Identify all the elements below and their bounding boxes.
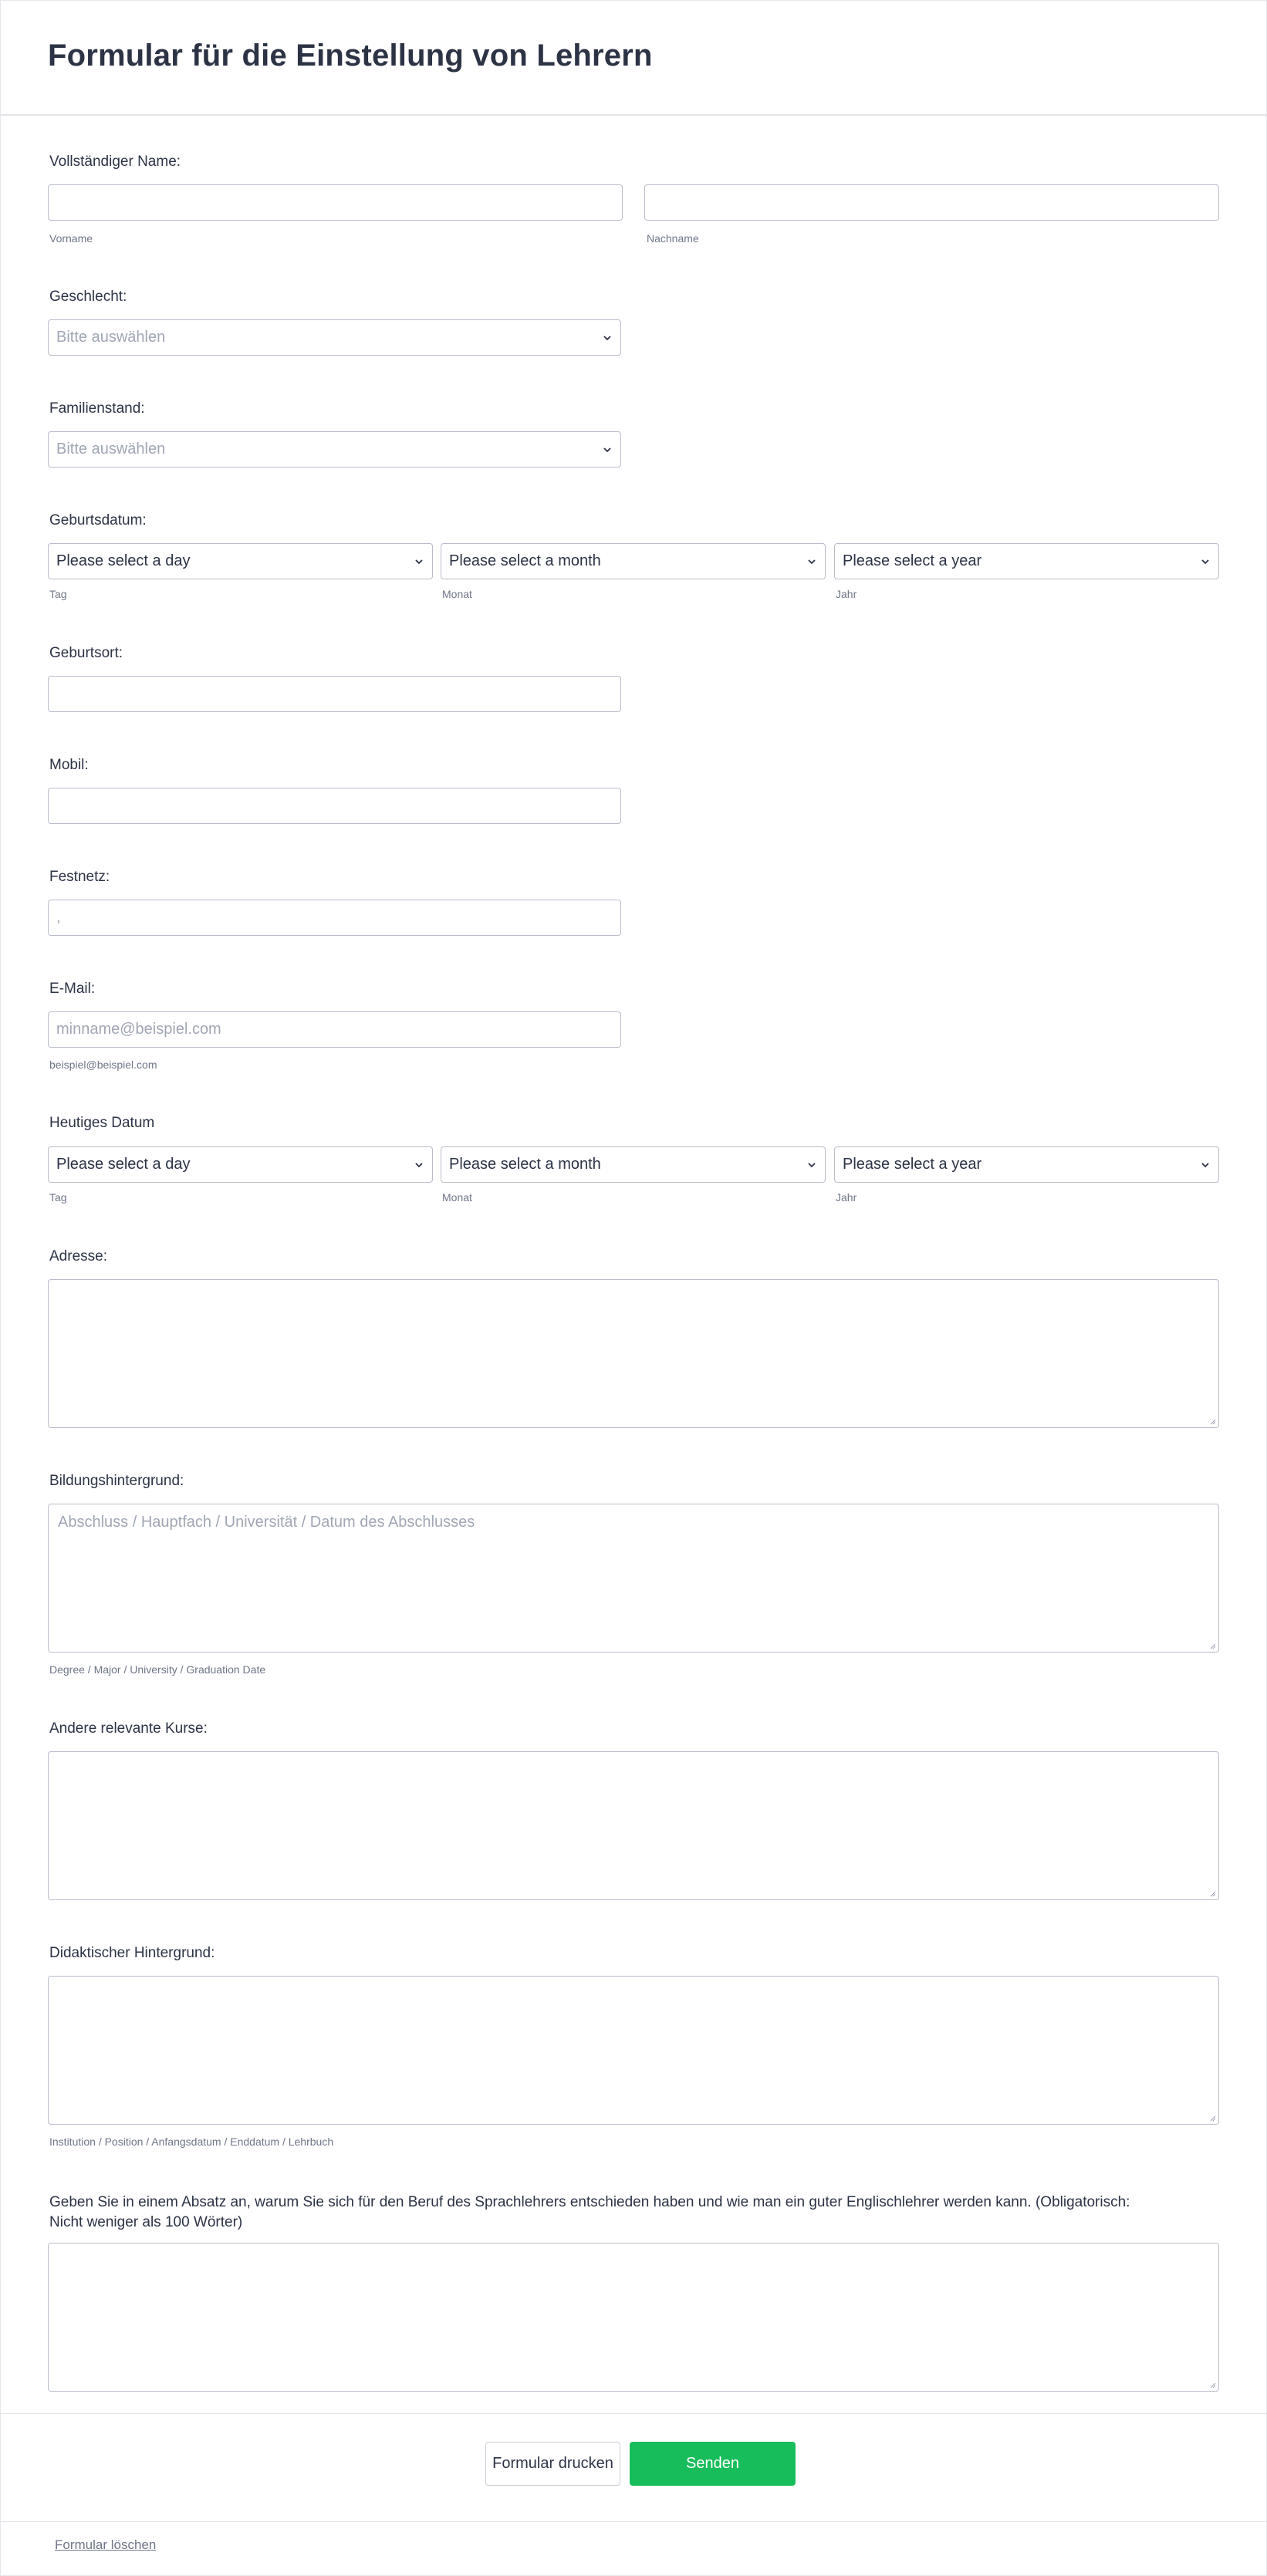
today-year-sublabel: Jahr	[836, 1191, 857, 1204]
today-date-label: Heutiges Datum	[49, 1115, 155, 1131]
first-name-input[interactable]	[48, 184, 623, 221]
birthdate-month-value: Please select a month	[449, 552, 601, 569]
birthdate-year-select[interactable]	[834, 543, 1219, 579]
essay-label-line-1: Geben Sie in einem Absatz an, warum Sie sich für den Beruf des Sprachlehrers entschieden haben und wie man ein guter Englischlehrer werden kann. (Obligatorisch:	[49, 2194, 1130, 2210]
form-header	[0, 0, 1267, 116]
didactic-textarea[interactable]	[48, 1976, 1219, 2125]
landline-input[interactable]	[48, 900, 621, 936]
resize-handle-icon[interactable]	[1208, 2114, 1216, 2122]
education-textarea[interactable]	[48, 1504, 1219, 1653]
marital-status-select[interactable]	[48, 431, 621, 468]
resize-handle-icon[interactable]	[1208, 1642, 1216, 1649]
education-sublabel: Degree / Major / University / Graduation Date	[49, 1663, 266, 1676]
mobile-label: Mobil:	[49, 757, 89, 773]
full-name-label: Vollständiger Name:	[49, 154, 181, 170]
gender-label: Geschlecht:	[49, 289, 127, 305]
birthdate-day-sublabel: Tag	[49, 588, 67, 600]
email-input[interactable]	[48, 1011, 621, 1048]
birthdate-label: Geburtsdatum:	[49, 512, 147, 528]
today-year-value: Please select a year	[843, 1156, 982, 1173]
birthdate-year-value: Please select a year	[843, 552, 982, 569]
today-day-select[interactable]	[48, 1146, 433, 1183]
today-month-sublabel: Monat	[442, 1191, 472, 1204]
essay-label-line-2: Nicht weniger als 100 Wörter)	[49, 2214, 243, 2230]
courses-textarea[interactable]	[48, 1751, 1219, 1900]
resize-handle-icon[interactable]	[1208, 1889, 1216, 1897]
clear-form-link[interactable]: Formular löschen	[55, 2537, 157, 2552]
chevron-down-icon	[602, 333, 613, 343]
gender-select-placeholder: Bitte auswählen	[56, 329, 166, 346]
landline-placeholder: ,	[56, 909, 61, 926]
courses-label: Andere relevante Kurse:	[49, 1720, 208, 1737]
birthdate-year-sublabel: Jahr	[836, 588, 857, 600]
address-label: Adresse:	[49, 1248, 107, 1264]
birthdate-day-select[interactable]	[48, 543, 433, 579]
didactic-label: Didaktischer Hintergrund:	[49, 1945, 215, 1961]
marital-select-placeholder: Bitte auswählen	[56, 441, 166, 457]
birthplace-label: Geburtsort:	[49, 645, 123, 661]
today-month-select[interactable]	[441, 1146, 826, 1183]
education-label: Bildungshintergrund:	[49, 1473, 184, 1489]
birthdate-month-sublabel: Monat	[442, 588, 472, 600]
gender-select[interactable]	[48, 319, 621, 356]
resize-handle-icon[interactable]	[1208, 2381, 1216, 2389]
landline-label: Festnetz:	[49, 869, 110, 885]
essay-label	[49, 2193, 1230, 2233]
today-day-value: Please select a day	[56, 1156, 191, 1173]
form-title: Formular für die Einstellung von Lehrern	[48, 39, 653, 73]
submit-button[interactable]: Senden	[630, 2442, 796, 2486]
today-day-sublabel: Tag	[49, 1191, 67, 1204]
chevron-down-icon	[602, 444, 613, 455]
footer-divider-bottom	[0, 2521, 1267, 2522]
birthdate-day-value: Please select a day	[56, 552, 191, 569]
didactic-sublabel: Institution / Position / Anfangsdatum / Enddatum / Lehrbuch	[49, 2135, 334, 2148]
first-name-sublabel: Vorname	[49, 232, 93, 245]
email-placeholder: minname@beispiel.com	[56, 1021, 221, 1038]
chevron-down-icon	[414, 1160, 424, 1170]
address-textarea[interactable]	[48, 1279, 1219, 1428]
today-month-value: Please select a month	[449, 1156, 601, 1173]
email-label: E-Mail:	[49, 981, 96, 997]
essay-textarea[interactable]	[48, 2243, 1219, 2392]
chevron-down-icon	[1200, 1160, 1211, 1170]
email-sublabel: beispiel@beispiel.com	[49, 1058, 157, 1071]
birthplace-input[interactable]	[48, 676, 621, 712]
resize-handle-icon[interactable]	[1208, 1417, 1216, 1425]
footer-divider	[0, 2413, 1267, 2414]
last-name-sublabel: Nachname	[647, 232, 699, 245]
marital-status-label: Familienstand:	[49, 400, 145, 417]
chevron-down-icon	[806, 556, 817, 567]
chevron-down-icon	[806, 1160, 817, 1170]
print-form-button[interactable]: Formular drucken	[485, 2442, 620, 2486]
today-year-select[interactable]	[834, 1146, 1219, 1183]
birthdate-month-select[interactable]	[441, 543, 826, 579]
mobile-input[interactable]	[48, 788, 621, 824]
education-placeholder: Abschluss / Hauptfach / Universität / Datum des Abschlusses	[58, 1514, 475, 1531]
last-name-input[interactable]	[644, 184, 1219, 221]
chevron-down-icon	[1200, 556, 1211, 567]
chevron-down-icon	[414, 556, 424, 567]
